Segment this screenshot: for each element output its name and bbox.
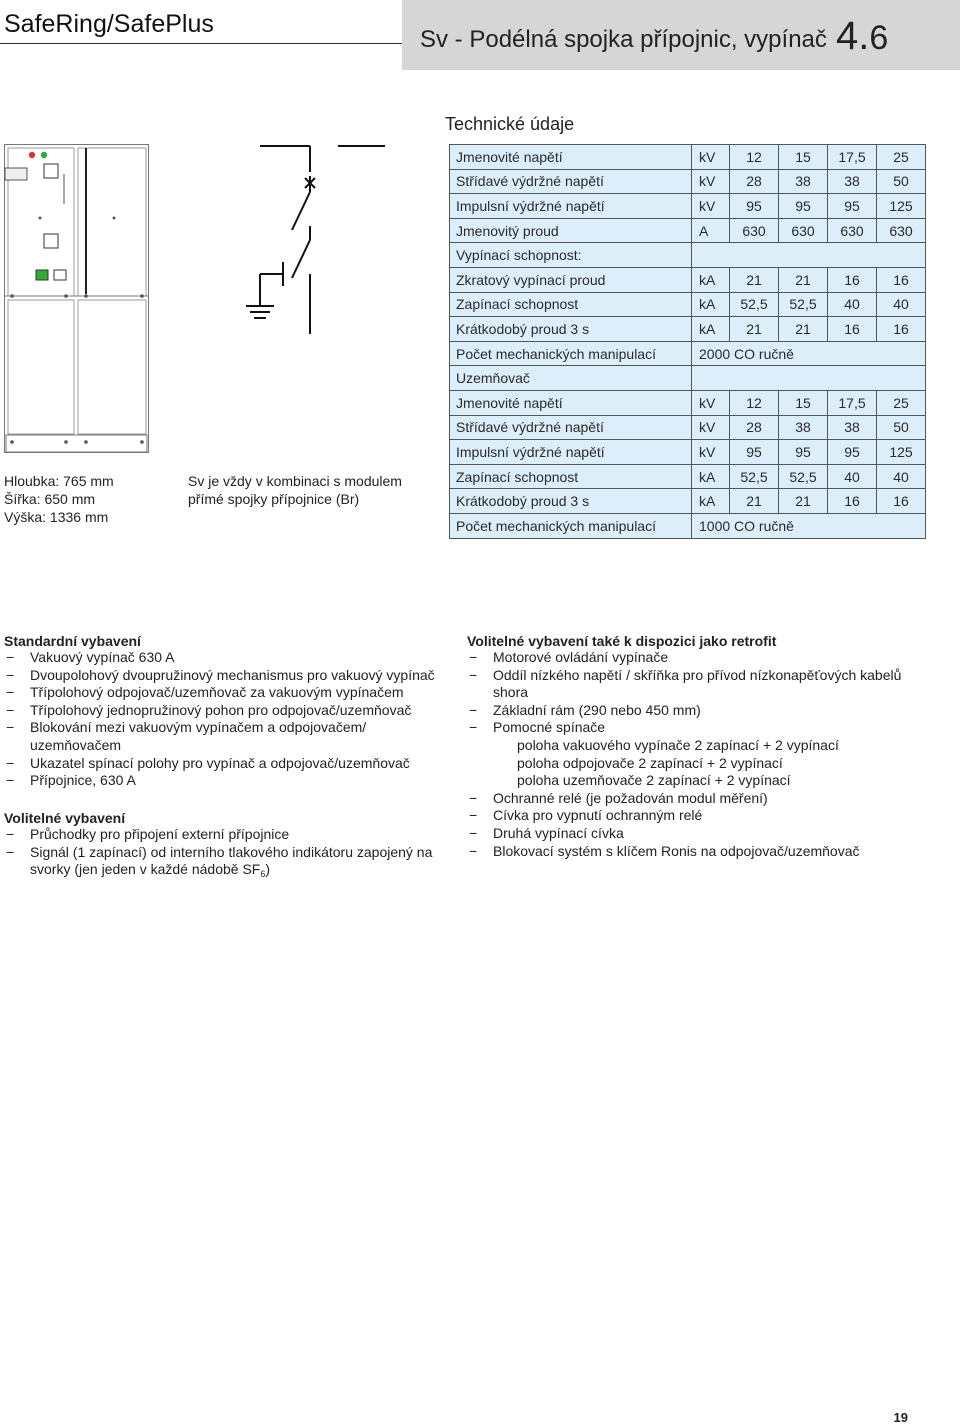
- row-unit: kA: [692, 489, 730, 514]
- row-value: 17,5: [828, 145, 877, 170]
- list-item: [4, 755, 444, 773]
- red-indicator-icon: [29, 152, 35, 158]
- optional-list: [4, 826, 444, 884]
- row-value: 52,5: [779, 292, 828, 317]
- dash: −: [6, 772, 15, 789]
- row-value: 12: [730, 145, 779, 170]
- sub-item: [467, 755, 927, 773]
- technical-data-heading: Technické údaje: [445, 114, 575, 134]
- item-text: Přípojnice, 630 A: [30, 772, 136, 789]
- row-value: 52,5: [730, 292, 779, 317]
- dash: −: [469, 701, 478, 718]
- row-value: 21: [779, 317, 828, 342]
- dash: −: [6, 826, 15, 842]
- row-label: Krátkodobý proud 3 s: [450, 317, 692, 342]
- row-unit: kV: [692, 194, 730, 219]
- breaking-capacity-label: Vypínací schopnost:: [450, 243, 692, 268]
- item-text-end: ): [265, 861, 271, 878]
- row-value: 16: [877, 267, 926, 292]
- list-item: [467, 790, 927, 808]
- sub-item: [467, 772, 927, 790]
- standard-equipment: [4, 633, 444, 790]
- dash: −: [469, 807, 478, 824]
- list-item: [4, 719, 444, 754]
- row-label: Krátkodobý proud 3 s: [450, 489, 692, 514]
- row-value: 25: [877, 390, 926, 415]
- chapter-minor: 6: [869, 19, 889, 57]
- earthing-switch-label: Uzemňovač: [450, 366, 692, 391]
- retrofit-equipment: [467, 633, 927, 860]
- dash: −: [6, 666, 15, 683]
- row-value: 95: [779, 440, 828, 465]
- row-value: 15: [779, 145, 828, 170]
- list-item: [4, 684, 444, 702]
- table-row: [450, 292, 926, 317]
- row-unit: kA: [692, 267, 730, 292]
- row-value: 25: [877, 145, 926, 170]
- table-row: [450, 390, 926, 415]
- item-text: Průchodky pro připojení externí přípojnice: [30, 826, 290, 842]
- item-text: Blokování mezi vakuovým vypínačem a odpojovačem/: [30, 719, 367, 736]
- row-value: 630: [730, 218, 779, 243]
- list-item: [467, 807, 927, 825]
- table-row: [450, 513, 926, 538]
- brand-rule: [0, 43, 402, 44]
- row-unit: kA: [692, 464, 730, 489]
- table-row: [450, 145, 926, 170]
- item-text: Základní rám (290 nebo 450 mm): [493, 701, 701, 718]
- row-value: 95: [779, 194, 828, 219]
- row-value: 12: [730, 390, 779, 415]
- row-value: 21: [779, 267, 828, 292]
- brand-title: SafeRing/SafePlus: [4, 10, 214, 38]
- blank-cell: [692, 243, 926, 268]
- blank-cell: [692, 366, 926, 391]
- list-item: [4, 702, 444, 720]
- standard-title: Standardní vybavení: [4, 633, 141, 649]
- retrofit-list: [467, 649, 927, 860]
- dimensions: [4, 472, 114, 526]
- table-row: [450, 415, 926, 440]
- breaker-contact: [292, 192, 310, 230]
- item-text-cont: shora: [493, 684, 529, 701]
- row-value: 38: [779, 169, 828, 194]
- table-row: [450, 218, 926, 243]
- single-line-schematic: [240, 144, 400, 334]
- row-value: 95: [730, 440, 779, 465]
- item-text: Vakuový vypínač 630 A: [30, 649, 175, 665]
- row-value: 95: [828, 194, 877, 219]
- dash: −: [6, 843, 15, 860]
- retrofit-title: Volitelné vybavení také k dispozici jako retrofit: [467, 633, 777, 649]
- item-text: Třípolohový odpojovač/uzemňovač za vakuovým vypínačem: [30, 684, 404, 701]
- item-text-cont: uzemňovačem: [30, 736, 122, 753]
- list-item: [4, 649, 444, 667]
- row-label: Počet mechanických manipulací: [450, 513, 692, 538]
- row-value: 16: [828, 267, 877, 292]
- note-line-2: přímé spojky přípojnice (Br): [188, 491, 360, 507]
- row-unit: kV: [692, 415, 730, 440]
- list-item: [467, 649, 927, 667]
- row-label: Střídavé výdržné napětí: [450, 415, 692, 440]
- spec-table: [449, 144, 926, 539]
- chapter-number: [836, 14, 888, 59]
- row-value: 630: [828, 218, 877, 243]
- dash: −: [469, 719, 478, 736]
- green-indicator-icon: [41, 152, 47, 158]
- row-label: Jmenovité napětí: [450, 145, 692, 170]
- row-label: Jmenovitý proud: [450, 218, 692, 243]
- sub-item: [467, 737, 927, 755]
- row-value: 52,5: [779, 464, 828, 489]
- item-text: Blokovací systém s klíčem Ronis na odpojovač/uzemňovač: [493, 842, 860, 859]
- row-value: 630: [877, 218, 926, 243]
- row-label: Impulsní výdržné napětí: [450, 194, 692, 219]
- item-text: Pomocné spínače: [493, 719, 606, 736]
- list-item: [467, 825, 927, 843]
- table-row: [450, 366, 926, 391]
- subscript: 6: [260, 869, 266, 880]
- row-span-value: 1000 CO ručně: [692, 513, 926, 538]
- row-value: 50: [877, 415, 926, 440]
- optional-title: Volitelné vybavení: [4, 810, 126, 826]
- row-value: 38: [779, 415, 828, 440]
- row-value: 21: [730, 267, 779, 292]
- row-value: 630: [779, 218, 828, 243]
- dash: −: [6, 684, 15, 701]
- row-value: 16: [877, 317, 926, 342]
- list-item: [4, 772, 444, 790]
- row-span-value: 2000 CO ručně: [692, 341, 926, 366]
- row-value: 125: [877, 194, 926, 219]
- list-item: [467, 702, 927, 720]
- row-value: 16: [877, 489, 926, 514]
- table-row: [450, 194, 926, 219]
- row-unit: kV: [692, 145, 730, 170]
- chapter-major: 4.: [836, 14, 870, 58]
- row-value: 15: [779, 390, 828, 415]
- table-row: [450, 464, 926, 489]
- dash: −: [6, 719, 15, 736]
- dash: −: [469, 789, 478, 806]
- row-value: 28: [730, 169, 779, 194]
- list-item: [4, 667, 444, 685]
- note-line-1: Sv je vždy v kombinaci s modulem: [188, 473, 402, 489]
- row-value: 50: [877, 169, 926, 194]
- row-label: Střídavé výdržné napětí: [450, 169, 692, 194]
- item-text: Oddíl nízkého napětí / skříňka pro přívod nízkonapěťových kabelů: [493, 666, 902, 683]
- standard-list: [4, 649, 444, 790]
- row-value: 95: [730, 194, 779, 219]
- dash: −: [469, 842, 478, 859]
- row-value: 21: [779, 489, 828, 514]
- item-text: poloha vakuového vypínače 2 zapínací + 2 vypínací: [517, 736, 839, 753]
- row-label: Zapínací schopnost: [450, 464, 692, 489]
- row-label: Zapínací schopnost: [450, 292, 692, 317]
- table-row: [450, 317, 926, 342]
- table-row: [450, 440, 926, 465]
- item-text-cont: svorky (jen jeden v každé nádobě SF: [30, 861, 261, 878]
- dash: −: [6, 754, 15, 771]
- item-text: Dvoupolohový dvoupružinový mechanismus pro vakuový vypínač: [30, 666, 435, 683]
- item-text: Třípolohový jednopružinový pohon pro odpojovač/uzemňovač: [30, 701, 412, 718]
- row-label: Zkratový vypínací proud: [450, 267, 692, 292]
- table-row: [450, 169, 926, 194]
- item-text: poloha odpojovače 2 zapínací + 2 vypínací: [517, 754, 783, 771]
- module-note: [188, 472, 418, 508]
- row-unit: kA: [692, 317, 730, 342]
- row-value: 40: [877, 292, 926, 317]
- row-unit: kV: [692, 390, 730, 415]
- row-unit: kV: [692, 440, 730, 465]
- table-row: [450, 341, 926, 366]
- row-value: 125: [877, 440, 926, 465]
- list-item: [4, 826, 444, 844]
- dash: −: [469, 666, 478, 683]
- row-value: 40: [877, 464, 926, 489]
- dash: −: [469, 824, 478, 841]
- row-value: 40: [828, 464, 877, 489]
- spec-table-body: [450, 145, 926, 539]
- dash: −: [469, 649, 478, 665]
- row-value: 95: [828, 440, 877, 465]
- dash: −: [6, 649, 15, 665]
- page-number: 19: [893, 1410, 908, 1425]
- row-unit: A: [692, 218, 730, 243]
- item-text: Ochranné relé (je požadován modul měření): [493, 789, 768, 806]
- row-value: 52,5: [730, 464, 779, 489]
- row-value: 16: [828, 489, 877, 514]
- row-unit: kV: [692, 169, 730, 194]
- list-item: [467, 719, 927, 737]
- table-row: [450, 267, 926, 292]
- list-item: [467, 843, 927, 861]
- cabinet-drawing: [4, 144, 150, 454]
- item-text: Motorové ovládání vypínače: [493, 649, 669, 665]
- list-item: [4, 844, 444, 884]
- row-value: 38: [828, 415, 877, 440]
- row-label: Počet mechanických manipulací: [450, 341, 692, 366]
- width-text: Šířka: 650 mm: [4, 491, 96, 507]
- row-label: Impulsní výdržné napětí: [450, 440, 692, 465]
- item-text: poloha uzemňovače 2 zapínací + 2 vypínací: [517, 772, 791, 789]
- optional-equipment: [4, 810, 444, 884]
- item-text: Druhá vypínací cívka: [493, 824, 624, 841]
- row-value: 17,5: [828, 390, 877, 415]
- row-value: 40: [828, 292, 877, 317]
- row-value: 28: [730, 415, 779, 440]
- row-value: 38: [828, 169, 877, 194]
- item-text: Signál (1 zapínací) od interního tlakového indikátoru zapojený na: [30, 843, 433, 860]
- row-label: Jmenovité napětí: [450, 390, 692, 415]
- row-unit: kA: [692, 292, 730, 317]
- item-text: Cívka pro vypnutí ochranným relé: [493, 807, 703, 824]
- row-value: 21: [730, 489, 779, 514]
- table-row: [450, 243, 926, 268]
- table-row: [450, 489, 926, 514]
- height-text: Výška: 1336 mm: [4, 509, 109, 525]
- list-item: [467, 667, 927, 702]
- page-title: Sv - Podélná spojka přípojnic, vypínač: [420, 26, 827, 53]
- depth-text: Hloubka: 765 mm: [4, 473, 114, 489]
- item-text: Ukazatel spínací polohy pro vypínač a odpojovač/uzemňovač: [30, 754, 410, 771]
- row-value: 16: [828, 317, 877, 342]
- row-value: 21: [730, 317, 779, 342]
- disconnector-contact: [292, 240, 310, 278]
- dash: −: [6, 701, 15, 718]
